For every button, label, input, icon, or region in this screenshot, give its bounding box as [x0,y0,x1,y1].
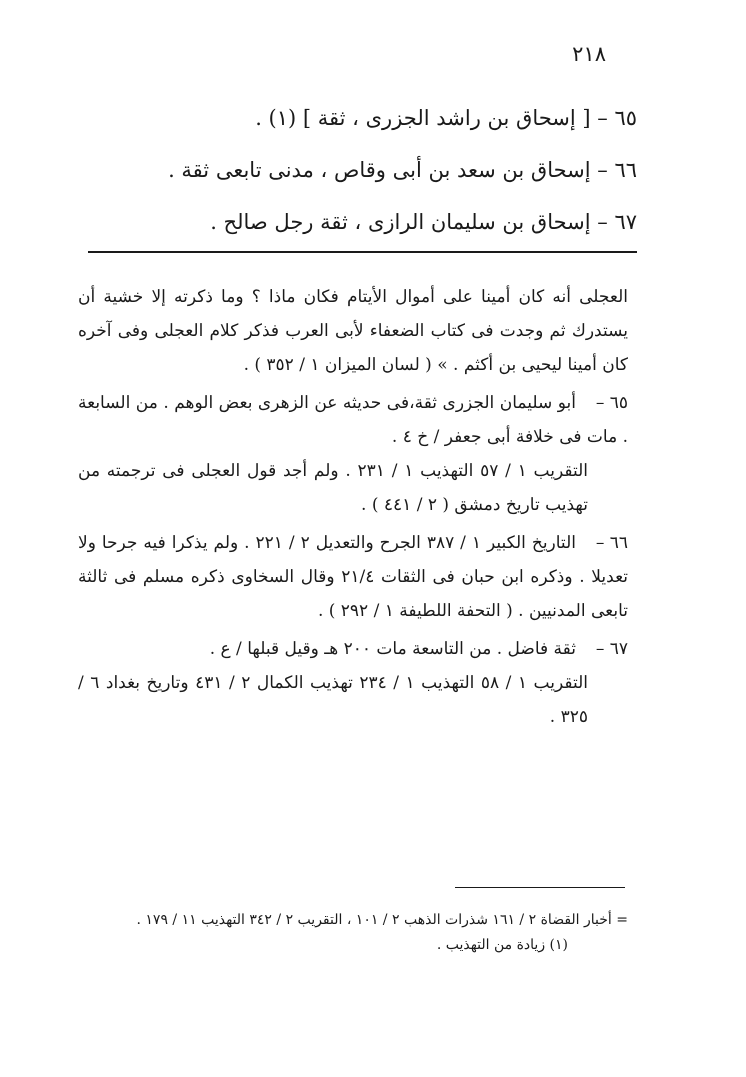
footnote-divider [455,887,625,888]
note-67 [78,632,628,734]
note-65 [78,386,628,522]
commentary-notes [78,280,628,734]
note-text: التاريخ الكبير ١ / ٣٨٧ الجرح والتعديل ٢ / ٢٢١ . ولم يذكرا فيه جرحا ولا تعديلا . وذكره ابن حبان فى الثقات ٢١/٤ وقال السخاوى ذكره مسلم فى ثالثة تابعى المدنيين . ( التحفة اللطيفة ١ / ٢٩٢ ) . [78,533,628,621]
main-entries [70,92,637,248]
footnote-1: (١) زيادة من التهذيب . [436,937,568,953]
note-66 [78,526,628,628]
note-number: ٦٥ – [595,393,628,413]
continuation-paragraph: العجلى أنه كان أمينا على أموال الأيتام فكان ماذا ؟ وما ذكرته إلا خشية أن يستدرك ثم وجدت فى كتاب الضعفاء لأبى العرب فذكر كلام العجلى وفى آخره كان أمينا ليحيى بن أكثم . » ( لسان الميزان ١ / ٣٥٢ ) . [78,287,628,375]
footnotes [78,908,628,958]
footnote-continuation: = أخبار القضاة ٢ / ١٦١ شذرات الذهب ٢ / ١٠١ ، التقريب ٢ / ٣٤٢ التهذيب ١١ / ١٧٩ . [136,912,628,928]
entry-65: ٦٥ – [ إسحاق بن راشد الجزرى ، ثقة ] (١) . [255,106,637,130]
note-sources: التقريب ١ / ٥٨ التهذيب ١ / ٢٣٤ تهذيب الكمال ٢ / ٤٣١ وتاريخ بغداد ٦ / ٣٢٥ . [78,673,588,727]
note-text: أبو سليمان الجزرى ثقة،فى حديثه عن الزهرى بعض الوهم . من السابعة . مات فى خلافة أبى جعفر / خ ٤ . [78,393,628,447]
note-sources: التقريب ١ / ٥٧ التهذيب ١ / ٢٣١ . ولم أجد قول العجلى فى ترجمته من تهذيب تاريخ دمشق ( ٢ / ٤٤١ ) . [78,461,588,515]
note-number: ٦٧ – [595,639,628,659]
entry-66: ٦٦ – إسحاق بن سعد بن أبى وقاص ، مدنى تابعى ثقة . [168,158,637,182]
page-number: ٢١٨ [572,42,606,66]
main-divider [88,251,637,253]
entry-67: ٦٧ – إسحاق بن سليمان الرازى ، ثقة رجل صالح . [210,210,637,234]
note-number: ٦٦ – [595,533,628,553]
note-text: ثقة فاضل . من التاسعة مات ٢٠٠ هـ وقيل قبلها / ع . [209,639,576,659]
